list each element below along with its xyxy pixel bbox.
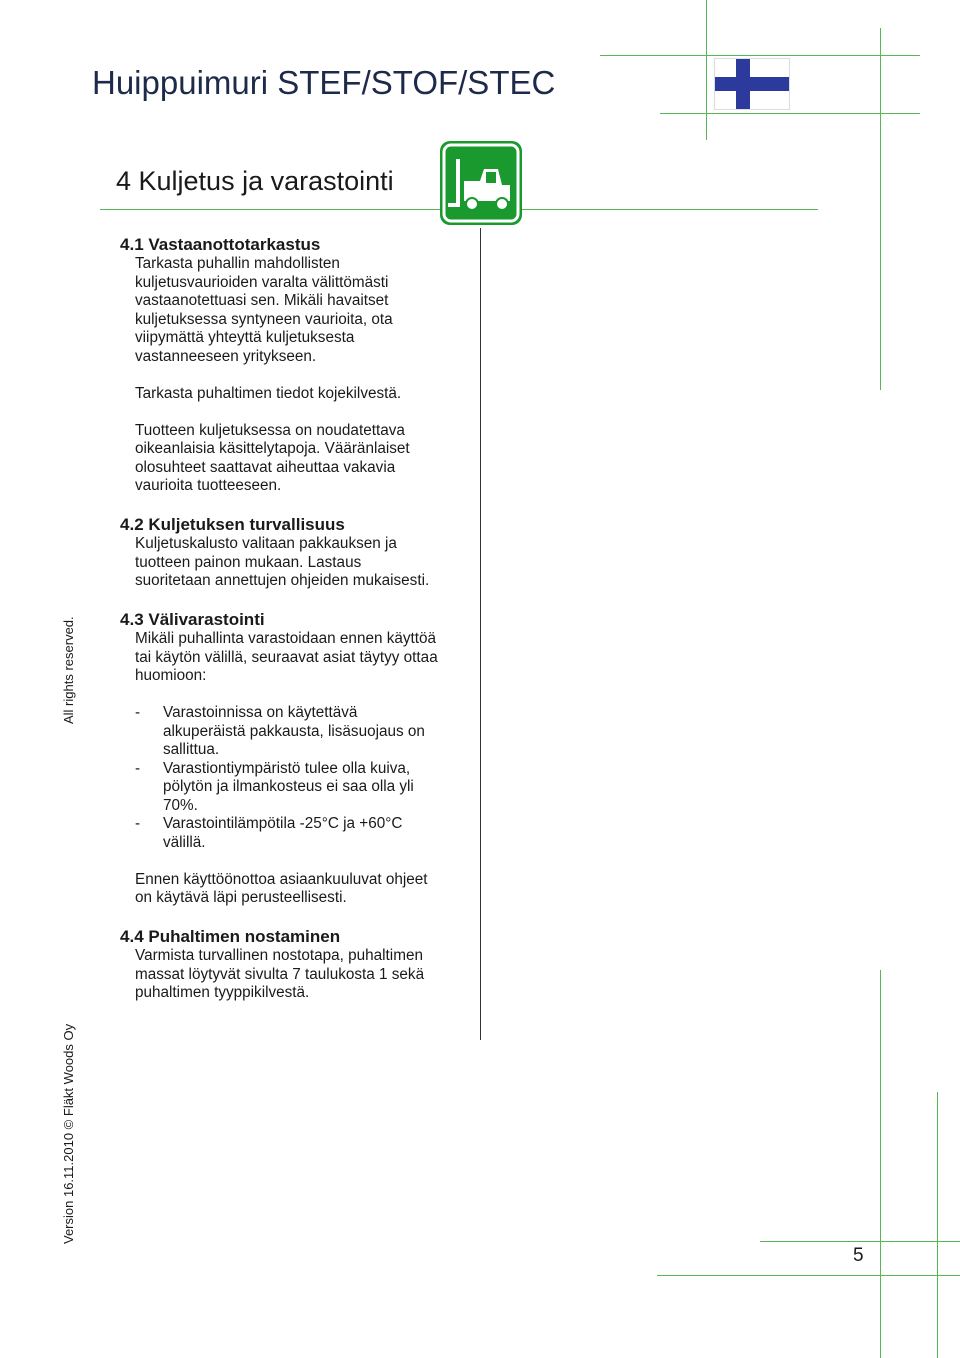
paragraph: Ennen käyttöönottoa asiaankuuluvat ohjeet on käytävä läpi perusteellisesti. (135, 870, 428, 906)
section-heading: 4.4 Puhaltimen nostaminen (120, 927, 341, 946)
list-item: - Varastiontiympäristö tulee olla kuiva, pölytön ja ilmankosteus ei saa olla yli 70%. (120, 760, 440, 816)
storage-requirements-list (120, 704, 440, 852)
finland-flag-icon (714, 58, 790, 110)
paragraph: Tarkasta puhallin mahdollisten kuljetusvaurioiden varalta välittömästi vastaanotettuasi sen. Mikäli havaitset kuljetuksessa syntyneen vaurioita, ota viipymättä yhteyttä kuljetuksesta vastanneeseen yritykseen. (135, 255, 393, 365)
section-heading: 4.1 Vastaanottotarkastus (120, 235, 321, 254)
header-rule-upper (660, 113, 920, 114)
footer-rule-lower (657, 1275, 960, 1276)
paragraph: Tuotteen kuljetuksessa on noudatettava oikeanlaisia käsittelytapoja. Vääränlaiset olosuhteet saattavat aiheuttaa vakavia vaurioita tuotteeseen. (135, 421, 410, 494)
section-4-2 (120, 514, 440, 591)
paragraph: Mikäli puhallinta varastoidaan ennen käyttöä tai käytön välillä, seuraavat asiat täytyy ottaa huomioon: (135, 630, 438, 684)
paragraph: Kuljetuskalusto valitaan pakkauksen ja tuotteen painon mukaan. Lastaus suoritetaan annettujen ohjeiden mukaisesti. (135, 535, 430, 589)
page-number: 5 (853, 1245, 864, 1266)
version-notice: Version 16.11.2010 © Fläkt Woods Oy (61, 1023, 76, 1244)
header-rule-top (600, 55, 920, 56)
document-title: Huippuimuri STEF/STOF/STEC (92, 64, 556, 101)
content-column (120, 234, 440, 1003)
rights-notice: All rights reserved. (61, 616, 76, 724)
section-4-3 (120, 609, 440, 908)
footer-vertical-rule-right (937, 1092, 938, 1358)
header-vertical-rule-left (706, 0, 707, 140)
list-item: - Varastoinnissa on käytettävä alkuperäistä pakkausta, lisäsuojaus on sallittua. (120, 704, 440, 760)
section-heading: 4.3 Välivarastointi (120, 610, 265, 629)
chapter-title: 4 Kuljetus ja varastointi (116, 166, 394, 196)
section-heading: 4.2 Kuljetuksen turvallisuus (120, 515, 345, 534)
paragraph: Tarkasta puhaltimen tiedot kojekilvestä. (135, 384, 402, 402)
list-item: - Varastointilämpötila -25°C ja +60°C välillä. (120, 815, 440, 852)
footer-vertical-rule-left (880, 970, 881, 1358)
section-4-1 (120, 234, 440, 496)
content-column-rule (480, 228, 481, 1040)
header-vertical-rule-right (880, 28, 881, 390)
section-4-4 (120, 926, 440, 1003)
footer-rule-upper (760, 1241, 960, 1242)
forklift-icon (440, 141, 522, 225)
paragraph: Varmista turvallinen nostotapa, puhaltimen massat löytyvät sivulta 7 taulukosta 1 sekä puhaltimen tyyppikilvestä. (135, 947, 425, 1001)
